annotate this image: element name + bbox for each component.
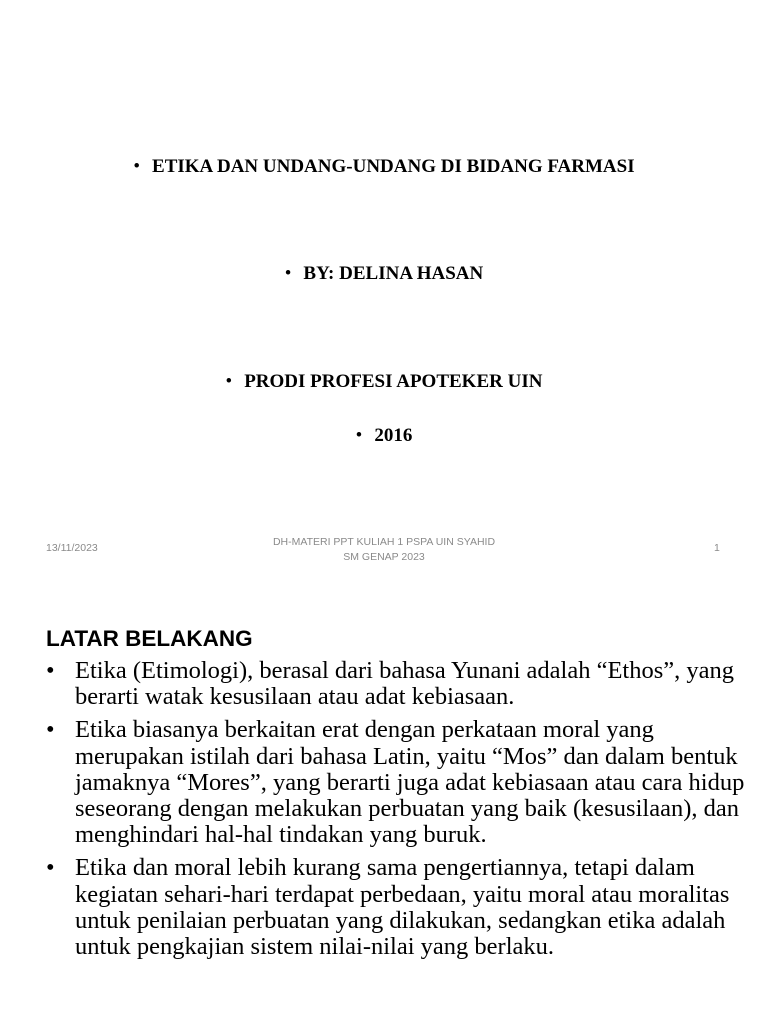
list-item bbox=[46, 658, 746, 710]
list-item-text: Etika dan moral lebih kurang sama pengertiannya, tetapi dalam kegiatan sehari-hari terdapat perbedaan, yaitu moral atau moralitas untuk penilaian perbuatan yang dilakukan, sedangkan etika adalah untuk pengkajian sistem nilai-nilai yang berlaku. bbox=[75, 854, 730, 961]
title-bullet-author bbox=[0, 263, 768, 285]
year-line: 2016 bbox=[374, 425, 413, 446]
title-bullet-course bbox=[0, 156, 768, 178]
footer-date: 13/11/2023 bbox=[46, 542, 98, 554]
title-bullet-program bbox=[0, 371, 768, 393]
bullet-marker: • bbox=[46, 657, 55, 684]
footer-center-line1: DH-MATERI PPT KULIAH 1 PSPA UIN SYAHID bbox=[272, 536, 496, 548]
list-item bbox=[46, 855, 746, 960]
slide-heading: LATAR BELAKANG bbox=[46, 626, 253, 651]
list-item-text: Etika (Etimologi), berasal dari bahasa Yunani adalah “Ethos”, yang berarti watak kesusilaan atau adat kebiasaan. bbox=[75, 657, 734, 711]
content-slide bbox=[0, 620, 768, 1024]
bullet-marker: • bbox=[46, 854, 55, 882]
list-item bbox=[46, 717, 746, 848]
bullet-marker: • bbox=[46, 716, 55, 744]
bullet-list bbox=[46, 658, 746, 967]
bullet-marker: • bbox=[355, 425, 363, 446]
bullet-marker: • bbox=[284, 263, 292, 284]
title-bullet-year bbox=[0, 425, 768, 447]
footer-center bbox=[230, 535, 538, 565]
bullet-marker: • bbox=[225, 371, 233, 392]
list-item-text: Etika biasanya berkaitan erat dengan perkataan moral yang merupakan istilah dari bahasa Latin, yaitu “Mos” dan dalam bentuk jamaknya “Mores”, yang berarti juga adat kebiasaan atau cara hidup seseorang dengan melakukan perbuatan yang baik (kesusilaan), dan menghindari hal-hal tindakan yang buruk. bbox=[75, 716, 745, 849]
program-line: PRODI PROFESI APOTEKER UIN bbox=[244, 371, 543, 392]
footer-center-line2: SM GENAP 2023 bbox=[343, 551, 425, 563]
bullet-marker: • bbox=[133, 156, 141, 177]
author-line: BY: DELINA HASAN bbox=[303, 263, 484, 284]
course-title: ETIKA DAN UNDANG-UNDANG DI BIDANG FARMASI bbox=[152, 156, 635, 177]
footer-page-number: 1 bbox=[714, 542, 720, 554]
